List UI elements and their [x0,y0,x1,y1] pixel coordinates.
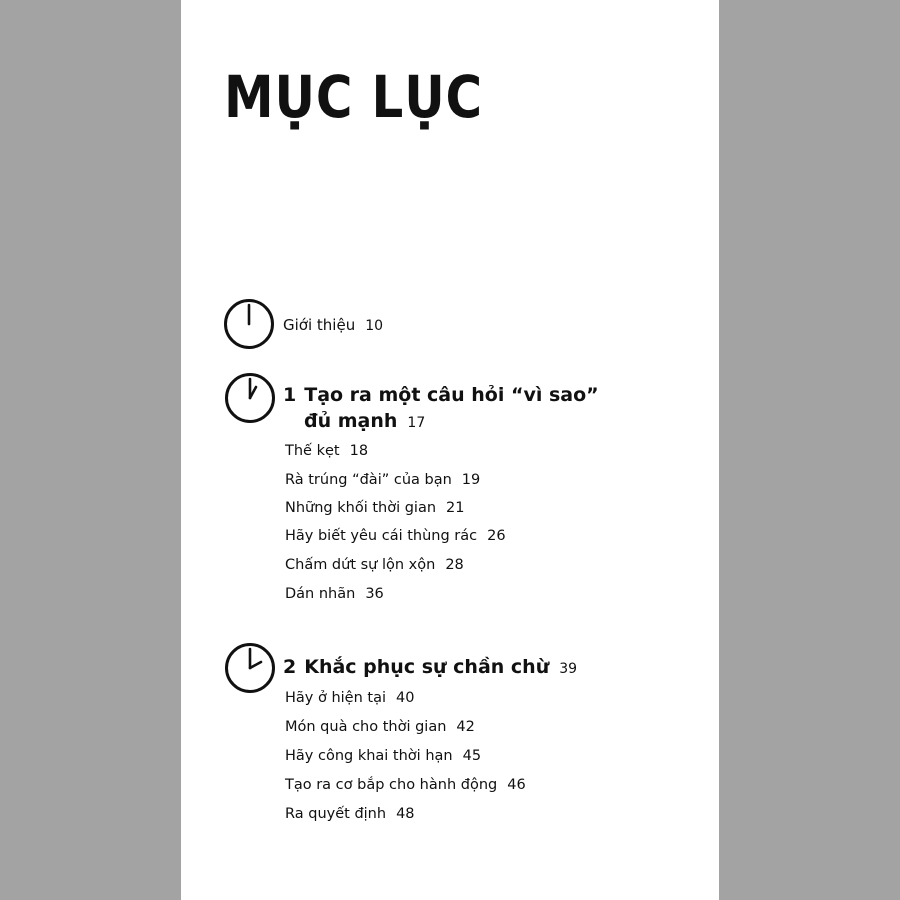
toc-entry-label: Hãy ở hiện tại [285,690,386,706]
toc-page-number: 21 [446,500,465,516]
toc-entry-label: Những khối thời gian [285,500,437,516]
toc-page-number: 28 [445,557,464,573]
toc-page-number: 45 [462,748,482,764]
book-page [181,0,719,900]
toc-page-number: 26 [487,528,506,544]
toc-entry-label: Giới thiệu [283,316,356,334]
toc-page-number: 36 [365,586,384,602]
chapter-title: Khắc phục sự chần chừ [304,656,550,678]
toc-entry-label: Món quà cho thời gian [285,719,447,735]
chapter-1-heading-cont[interactable] [304,408,425,436]
toc-page-number: 40 [396,690,415,706]
clock-1-icon [224,372,276,424]
chapter-number: 1 [283,384,297,406]
page-title: MỤC LỤC [224,63,484,131]
chapter-title: Tạo ra một câu hỏi “vì sao” [304,384,599,406]
toc-page-number: 18 [349,443,369,459]
toc-entry[interactable] [285,804,415,824]
toc-entry[interactable] [285,688,414,708]
toc-entry[interactable] [285,526,506,546]
chapter-2-heading[interactable] [283,654,577,682]
toc-entry[interactable] [285,746,481,766]
toc-page-number: 39 [559,661,578,677]
toc-entry[interactable] [285,555,464,575]
toc-entry[interactable] [285,717,475,737]
toc-entry[interactable] [285,584,384,604]
toc-page-number: 46 [507,777,526,793]
toc-page-number: 19 [461,472,481,488]
toc-entry-label: Rà trúng “đài” của bạn [285,472,452,488]
toc-entry-label: Ra quyết định [285,806,387,822]
toc-entry-label: Thế kẹt [285,443,340,459]
chapter-1-heading[interactable] [283,382,599,408]
toc-entry-label: Hãy công khai thời hạn [285,748,453,764]
clock-12-icon [223,298,275,350]
toc-page-number: 42 [456,719,475,735]
toc-page-number: 48 [396,806,415,822]
toc-entry[interactable] [285,441,368,461]
toc-entry[interactable] [285,470,480,490]
toc-entry[interactable] [285,498,464,518]
toc-entry[interactable] [285,775,526,795]
toc-entry-label: Tạo ra cơ bắp cho hành động [285,777,498,793]
chapter-title-cont: đủ mạnh [304,410,398,432]
toc-page-number: 10 [365,318,384,334]
clock-2-icon [224,642,276,694]
toc-entry-label: Hãy biết yêu cái thùng rác [285,528,478,544]
toc-entry-intro[interactable] [283,315,383,336]
toc-page-number: 17 [407,415,426,431]
chapter-number: 2 [283,656,297,678]
toc-entry-label: Dán nhãn [285,586,356,602]
toc-entry-label: Chấm dứt sự lộn xộn [285,557,436,573]
